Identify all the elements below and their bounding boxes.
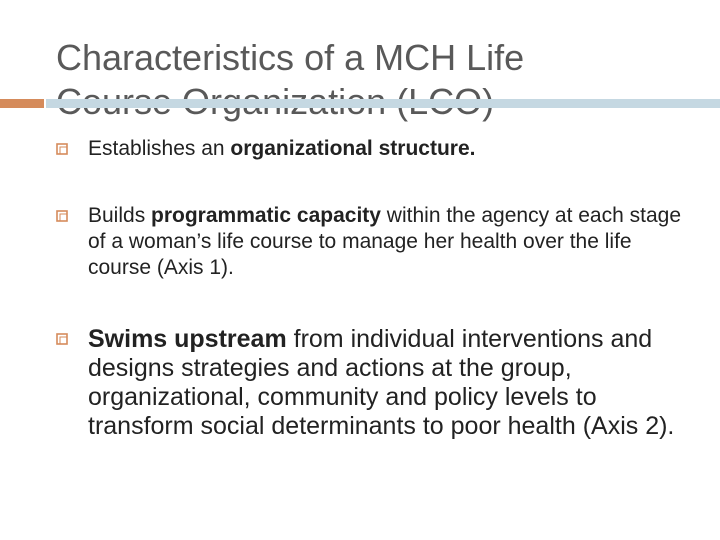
bullet-text-2: [88, 203, 688, 281]
title-divider-bar: [46, 99, 720, 108]
bullet-2-suffix: within the agency at each stage of a woman’s life course to manage her health over the life course (Axis 1).: [88, 204, 681, 279]
bullet-1-emphasis: organizational structure.: [230, 137, 476, 160]
bullet-3-emphasis: Swims upstream: [88, 325, 287, 353]
bullet-1-prefix: Establishes an: [88, 137, 231, 160]
hollow-square-bullet-icon: [56, 210, 68, 222]
hollow-square-bullet-icon: [56, 333, 68, 345]
bullet-3-suffix: from individual interventions and designs strategies and actions at the group, organizational, community and policy levels to transform social determinants to poor health (Axis 2).: [88, 325, 675, 440]
bullet-2-prefix: Builds: [88, 204, 152, 227]
bullet-2-emphasis: programmatic capacity: [151, 204, 381, 227]
bullet-text-3: [88, 325, 688, 441]
slide-title-line-1: Characteristics of a MCH Life: [56, 37, 525, 79]
hollow-square-bullet-icon: [56, 143, 68, 155]
title-accent-bar: [0, 99, 44, 108]
slide-title: [56, 36, 696, 124]
bullet-text-1: [88, 136, 688, 162]
